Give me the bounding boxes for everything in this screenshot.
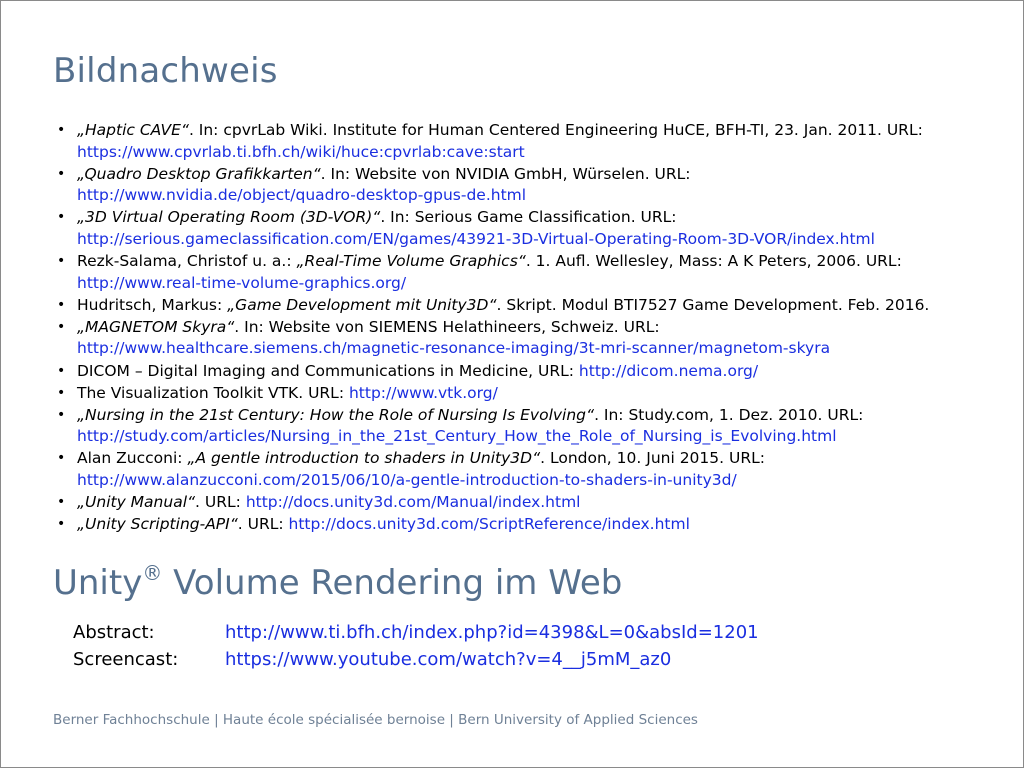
reference-title: „Haptic CAVE“	[77, 121, 189, 139]
reference-text: . London, 10. Juni 2015. URL:	[540, 449, 765, 468]
section-title-main: Unity	[53, 563, 143, 603]
section-title-rest: Volume Rendering im Web	[162, 563, 623, 603]
bullet-icon: •	[57, 406, 66, 423]
bullet-icon: •	[57, 450, 66, 467]
abstract-row	[73, 619, 759, 646]
reference-list	[57, 120, 977, 536]
reference-link[interactable]: http://dicom.nema.org/	[578, 361, 759, 380]
reference-text: . In: Website von SIEMENS Helathineers, Schweiz. URL:	[234, 317, 660, 336]
list-item	[57, 492, 977, 514]
reference-title: „Unity Manual“	[77, 493, 196, 512]
project-links	[73, 619, 759, 673]
reference-title: „Quadro Desktop Grafikkarten“	[77, 164, 321, 183]
reference-author: Alan Zucconi:	[77, 449, 188, 468]
reference-text: . In: Study.com, 1. Dez. 2010. URL:	[594, 405, 864, 424]
reference-title: „Unity Scripting-API“	[77, 515, 238, 534]
bullet-icon: •	[57, 165, 66, 182]
list-item	[57, 405, 977, 448]
reference-link[interactable]: https://www.cpvrlab.ti.bfh.ch/wiki/huce:cpvrlab:cave:start	[77, 142, 525, 161]
reference-text: . 1. Aufl. Wellesley, Mass: A K Peters, 2006. URL:	[525, 252, 902, 271]
bullet-icon: •	[57, 318, 66, 335]
reference-link[interactable]: http://www.vtk.org/	[348, 383, 498, 402]
reference-text: . In: Website von NVIDIA GmbH, Würselen. URL:	[320, 164, 691, 183]
list-item	[57, 448, 977, 491]
reference-author: Rezk-Salama, Christof u. a.:	[77, 252, 297, 271]
list-item	[57, 164, 977, 207]
footer: Berner Fachhochschule | Haute école spécialisée bernoise | Bern University of Applied Sciences	[53, 712, 698, 728]
list-item	[57, 383, 977, 405]
reference-link[interactable]: http://docs.unity3d.com/Manual/index.html	[245, 493, 581, 512]
reference-link[interactable]: http://serious.gameclassification.com/EN/games/43921-3D-Virtual-Operating-Room-3D-VOR/index.html	[77, 229, 875, 248]
screencast-link[interactable]: https://www.youtube.com/watch?v=4__j5mM_az0	[225, 649, 672, 670]
bullet-icon: •	[57, 516, 66, 533]
reference-link[interactable]: http://www.alanzucconi.com/2015/06/10/a-gentle-introduction-to-shaders-in-unity3d/	[77, 471, 737, 489]
page-title: Bildnachweis	[53, 51, 278, 91]
reference-link[interactable]: http://docs.unity3d.com/ScriptReference/index.html	[288, 515, 690, 534]
reference-title: „MAGNETOM Skyra“	[77, 317, 235, 336]
bullet-icon: •	[57, 209, 66, 226]
bullet-icon: •	[57, 362, 66, 379]
reference-title: „A gentle introduction to shaders in Unity3D“	[187, 449, 541, 468]
section-title	[53, 561, 622, 603]
reference-text: . URL:	[237, 515, 289, 534]
reference-text: . URL:	[195, 493, 246, 512]
list-item	[57, 361, 977, 383]
reference-text: . In: Serious Game Classification. URL:	[380, 208, 677, 227]
abstract-link[interactable]: http://www.ti.bfh.ch/index.php?id=4398&L=0&absId=1201	[225, 622, 759, 643]
reference-title: „Real-Time Volume Graphics“	[296, 252, 526, 271]
reference-text: DICOM – Digital Imaging and Communications in Medicine, URL:	[77, 361, 579, 380]
abstract-label: Abstract:	[73, 622, 155, 643]
reference-text: The Visualization Toolkit VTK. URL:	[77, 383, 349, 402]
list-item	[57, 295, 977, 317]
bullet-icon: •	[57, 296, 66, 313]
screencast-row	[73, 646, 759, 673]
list-item	[57, 514, 977, 536]
reference-title: „3D Virtual Operating Room (3D-VOR)“	[77, 208, 381, 227]
reference-title: „Nursing in the 21st Century: How the Role of Nursing Is Evolving“	[77, 405, 595, 424]
reference-title: „Game Development mit Unity3D“	[227, 295, 497, 314]
reference-text: . In: cpvrLab Wiki. Institute for Human Centered Engineering HuCE, BFH-TI, 23. Jan. 2011. URL:	[188, 121, 923, 139]
list-item	[57, 207, 977, 250]
reference-link[interactable]: http://www.nvidia.de/object/quadro-desktop-gpus-de.html	[77, 186, 527, 205]
list-item	[57, 317, 977, 360]
reference-link[interactable]: http://study.com/articles/Nursing_in_the_21st_Century_How_the_Role_of_Nursing_is_Evolving.html	[77, 427, 837, 446]
bullet-icon: •	[57, 384, 66, 401]
bullet-icon: •	[57, 122, 66, 138]
bullet-icon: •	[57, 253, 66, 270]
reference-link[interactable]: http://www.healthcare.siemens.ch/magnetic-resonance-imaging/3t-mri-scanner/magnetom-skyra	[77, 339, 831, 358]
reference-author: Hudritsch, Markus:	[77, 295, 228, 314]
screencast-label: Screencast:	[73, 649, 179, 670]
bullet-icon: •	[57, 494, 66, 511]
reference-text: . Skript. Modul BTI7527 Game Development. Feb. 2016.	[496, 295, 930, 314]
list-item	[57, 120, 977, 163]
reference-link[interactable]: http://www.real-time-volume-graphics.org/	[77, 273, 407, 292]
list-item	[57, 251, 977, 294]
registered-mark: ®	[142, 561, 163, 585]
